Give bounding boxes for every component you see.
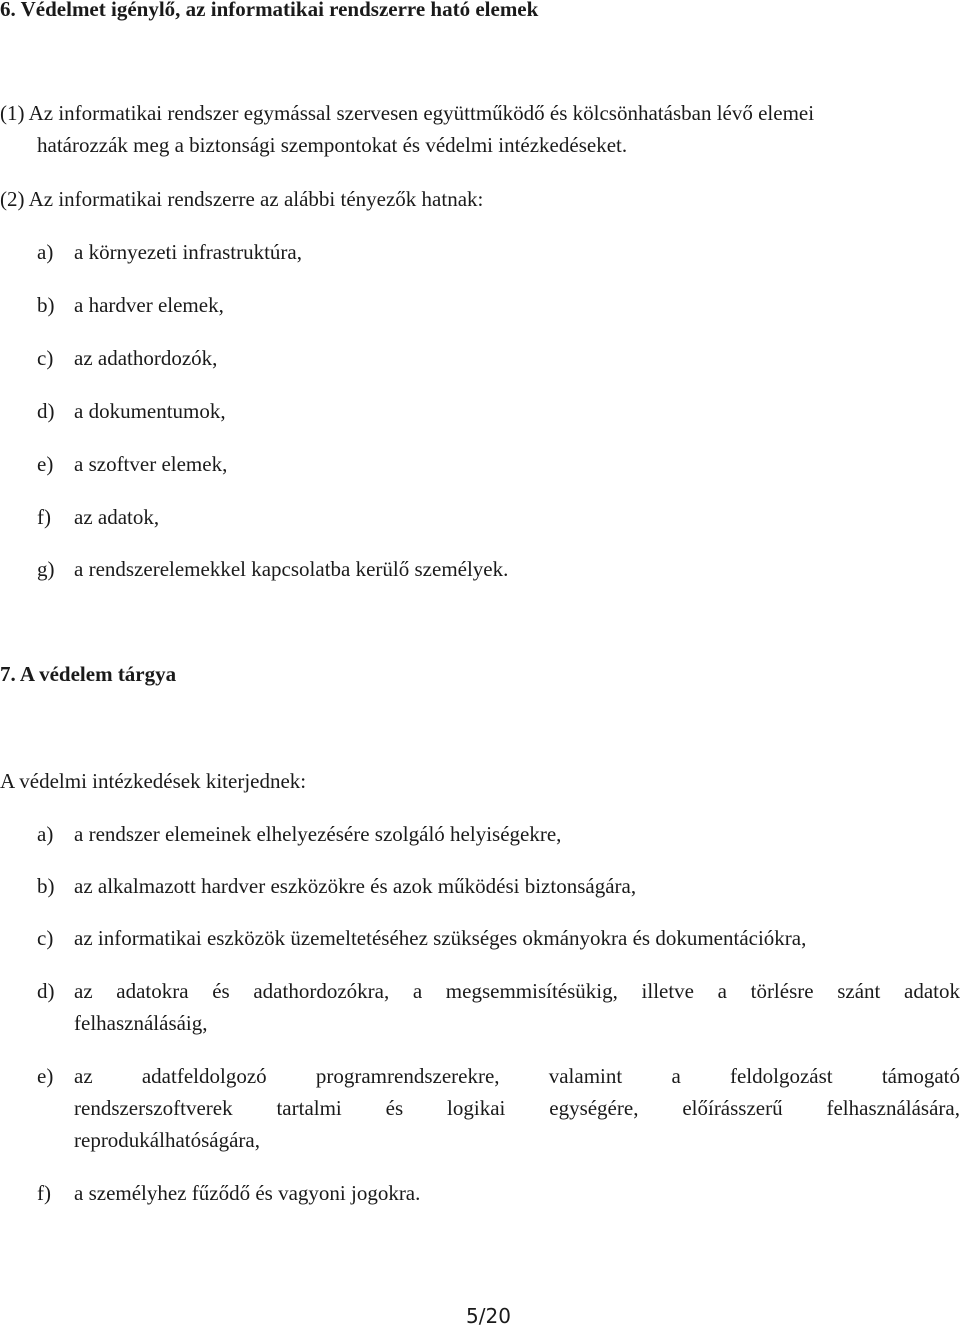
list-item-label: b)	[37, 293, 55, 317]
section-7-intro: A védelmi intézkedések kiterjednek:	[0, 769, 307, 793]
list-item-text-line: rendszerszoftverek tartalmi és logikai egységére, előírásszerű felhasználására,	[74, 1096, 960, 1120]
list-item-label: g)	[37, 557, 55, 581]
list-item-text: a dokumentumok,	[74, 399, 226, 423]
list-item-text: a szoftver elemek,	[74, 452, 228, 476]
paragraph-2: (2) Az informatikai rendszerre az alábbi tényezők hatnak:	[0, 187, 484, 211]
list-item-text: a személyhez fűződő és vagyoni jogokra.	[74, 1181, 421, 1205]
list-item-text-line: az adatfeldolgozó programrendszerekre, valamint a feldolgozást támogató	[74, 1064, 960, 1088]
list-item-label: e)	[37, 1064, 54, 1088]
list-item-label: c)	[37, 346, 54, 370]
list-item-label: d)	[37, 399, 55, 423]
list-item-text: a környezeti infrastruktúra,	[74, 240, 302, 264]
list-item-label: e)	[37, 452, 54, 476]
list-item-text: az adathordozók,	[74, 346, 218, 370]
list-item-label: a)	[37, 240, 54, 264]
list-item-label: b)	[37, 874, 55, 898]
list-item-label: c)	[37, 926, 54, 950]
list-item-text: a rendszer elemeinek elhelyezésére szolgáló helyiségekre,	[74, 822, 562, 846]
list-item-label: d)	[37, 979, 55, 1003]
section-6-heading: 6. Védelmet igénylő, az informatikai rendszerre ható elemek	[0, 0, 539, 21]
list-item-label: f)	[37, 505, 51, 529]
section-7-heading: 7. A védelem tárgya	[0, 662, 177, 686]
page-number: 5/20	[466, 1304, 511, 1328]
paragraph-1-line-2: határozzák meg a biztonsági szempontokat és védelmi intézkedéseket.	[37, 133, 628, 157]
list-item-text: az informatikai eszközök üzemeltetéséhez szükséges okmányokra és dokumentációkra,	[74, 926, 807, 950]
list-item-text: az alkalmazott hardver eszközökre és azok működési biztonságára,	[74, 874, 637, 898]
list-item-text-line: az adatokra és adathordozókra, a megsemmisítésükig, illetve a törlésre szánt adatok	[74, 979, 960, 1003]
list-item-text-line: felhasználásáig,	[74, 1011, 208, 1035]
list-item-text: a rendszerelemekkel kapcsolatba kerülő személyek.	[74, 557, 509, 581]
list-item-text: a hardver elemek,	[74, 293, 224, 317]
list-item-label: f)	[37, 1181, 51, 1205]
paragraph-1-line-1: (1) Az informatikai rendszer egymással szervesen együttműködő és kölcsönhatásban lévő elemei	[0, 101, 815, 125]
list-item-text: az adatok,	[74, 505, 160, 529]
list-item-text-line: reprodukálhatóságára,	[74, 1128, 260, 1152]
list-item-label: a)	[37, 822, 54, 846]
